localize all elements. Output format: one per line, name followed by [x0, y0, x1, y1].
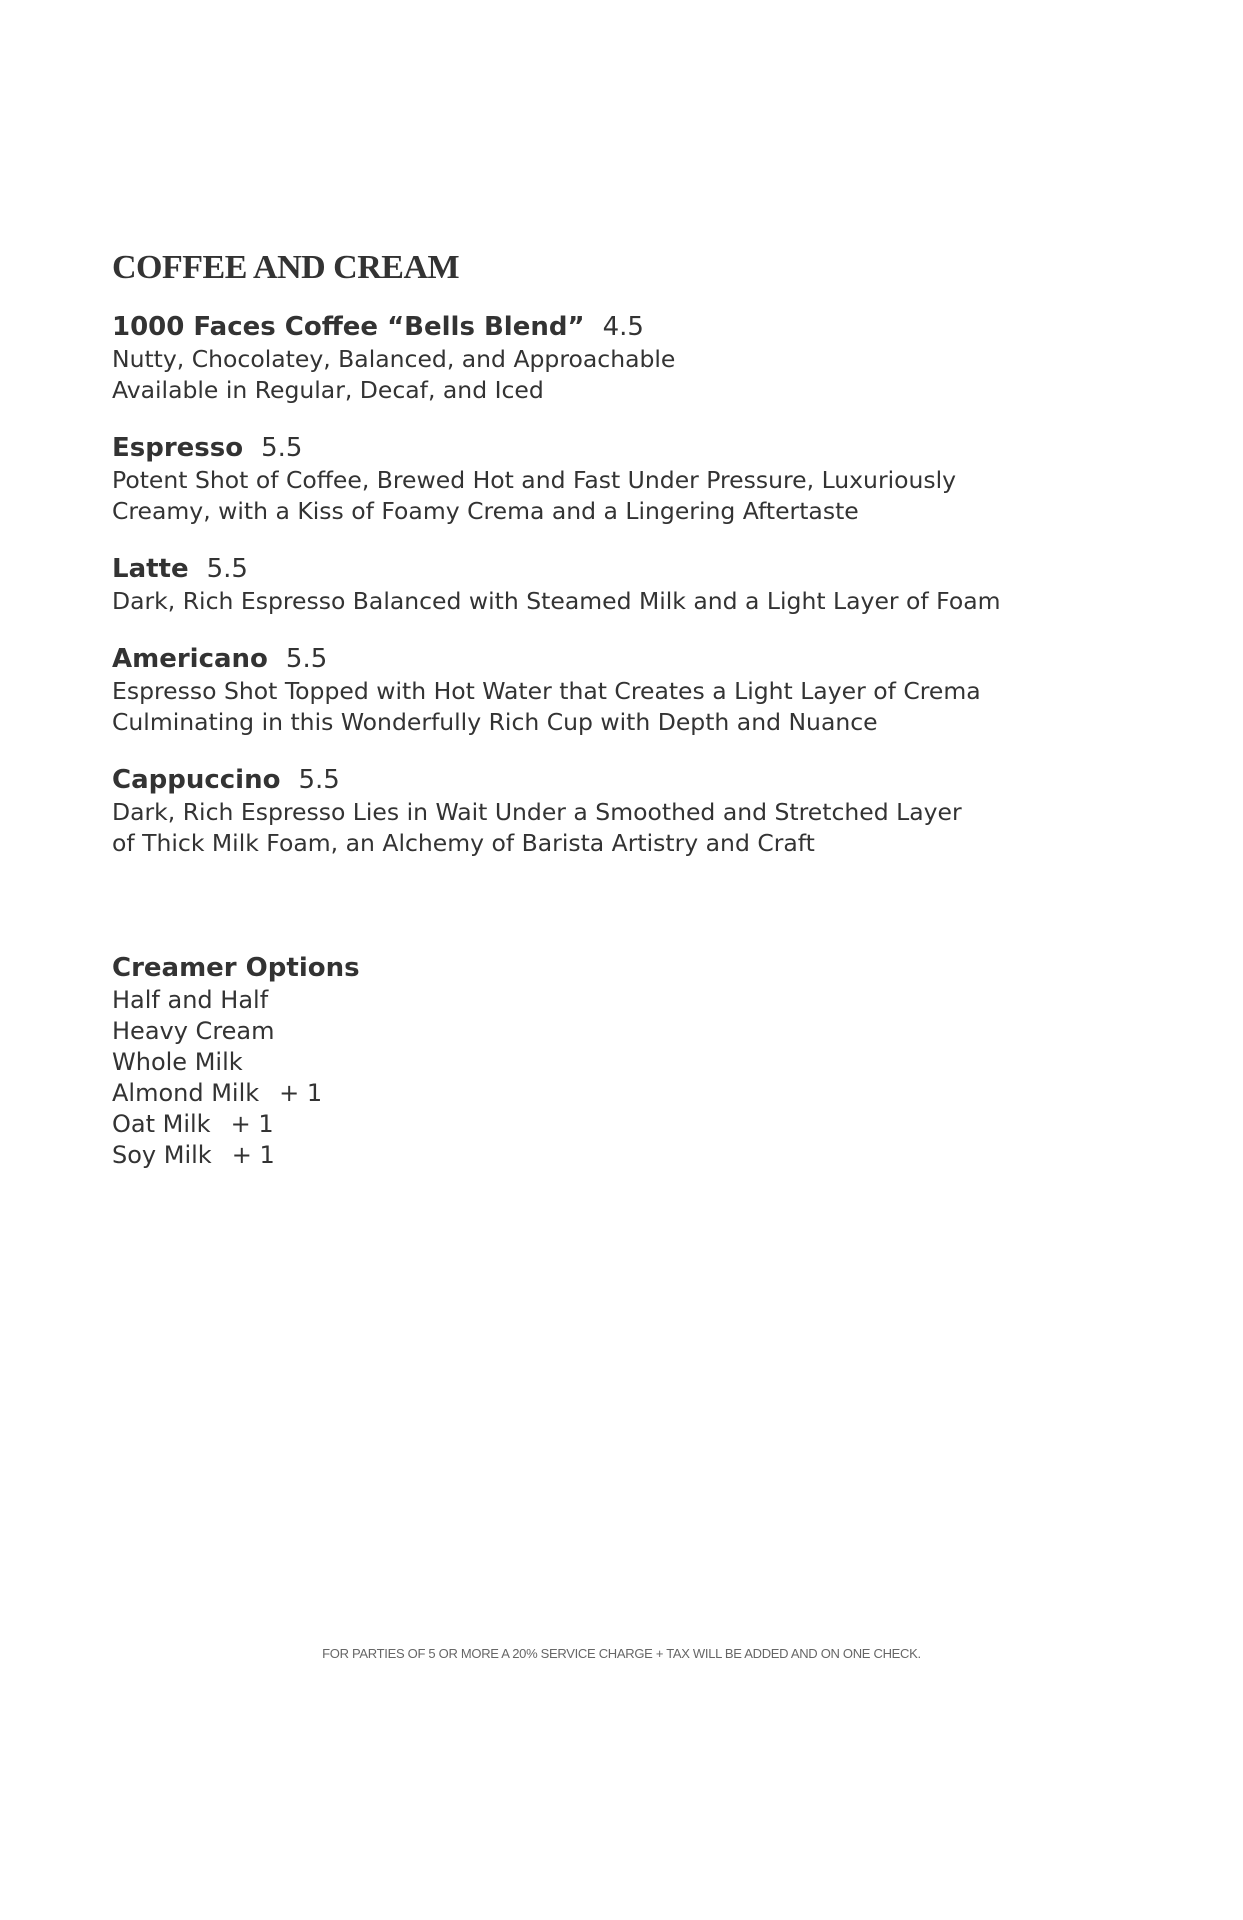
menu-item-americano	[112, 642, 1132, 738]
section-title: COFFEE AND CREAM	[112, 249, 460, 286]
creamer-option	[112, 1016, 1132, 1047]
menu-item-description: Creamy, with a Kiss of Foamy Crema and a Lingering Aftertaste	[112, 497, 859, 525]
menu-item-header	[112, 310, 1132, 344]
service-charge-note: FOR PARTIES OF 5 OR MORE A 20% SERVICE CHARGE + TAX WILL BE ADDED AND ON ONE CHECK.	[322, 1646, 921, 1661]
creamer-option-name: Almond Milk	[112, 1079, 260, 1107]
menu-item-price: 4.5	[602, 312, 644, 342]
menu-item-name: Latte	[112, 554, 189, 584]
menu-item-description: of Thick Milk Foam, an Alchemy of Barista Artistry and Craft	[112, 829, 815, 857]
creamer-option-name: Soy Milk	[112, 1141, 212, 1169]
menu-item-header	[112, 763, 1132, 797]
creamer-option	[112, 985, 1132, 1016]
menu-item-description: Culminating in this Wonderfully Rich Cup with Depth and Nuance	[112, 708, 878, 736]
menu-item-description: Potent Shot of Coffee, Brewed Hot and Fast Under Pressure, Luxuriously	[112, 466, 957, 494]
menu-item-description: Nutty, Chocolatey, Balanced, and Approachable	[112, 345, 676, 373]
menu-item-name: Espresso	[112, 433, 244, 463]
menu-item-cappuccino	[112, 763, 1132, 859]
menu-item-header	[112, 642, 1132, 676]
creamer-option	[112, 1078, 1132, 1109]
creamer-option	[112, 1140, 1132, 1171]
creamer-option-name: Oat Milk	[112, 1110, 211, 1138]
menu-item-espresso	[112, 431, 1132, 527]
menu-item-description: Dark, Rich Espresso Lies in Wait Under a Smoothed and Stretched Layer	[112, 798, 962, 826]
menu-item-description: Espresso Shot Topped with Hot Water that Creates a Light Layer of Crema	[112, 677, 981, 705]
creamer-option-name: Heavy Cream	[112, 1017, 275, 1045]
menu-item-name: Cappuccino	[112, 765, 281, 795]
creamer-option-name: Whole Milk	[112, 1048, 243, 1076]
menu-page	[112, 248, 1132, 1171]
menu-item-name: 1000 Faces Coffee “Bells Blend”	[112, 312, 585, 342]
menu-item-description: Dark, Rich Espresso Balanced with Steamed Milk and a Light Layer of Foam	[112, 587, 1001, 615]
menu-item-header	[112, 431, 1132, 465]
menu-item-name: Americano	[112, 644, 268, 674]
menu-item-price: 5.5	[298, 765, 340, 795]
creamer-option	[112, 1047, 1132, 1078]
creamer-option-surcharge: + 1	[231, 1141, 275, 1169]
menu-item-bells-blend	[112, 310, 1132, 406]
menu-item-header	[112, 552, 1132, 586]
creamer-options-section	[112, 951, 1132, 1171]
menu-item-price: 5.5	[206, 554, 248, 584]
creamer-option-surcharge: + 1	[279, 1079, 323, 1107]
menu-item-price: 5.5	[285, 644, 328, 674]
menu-item-latte	[112, 552, 1132, 617]
creamer-options-title: Creamer Options	[112, 953, 360, 983]
menu-item-price: 5.5	[261, 433, 303, 463]
menu-item-description: Available in Regular, Decaf, and Iced	[112, 376, 544, 404]
creamer-option-surcharge: + 1	[230, 1110, 274, 1138]
creamer-options-list	[112, 985, 1132, 1171]
creamer-option-name: Half and Half	[112, 986, 269, 1014]
creamer-option	[112, 1109, 1132, 1140]
